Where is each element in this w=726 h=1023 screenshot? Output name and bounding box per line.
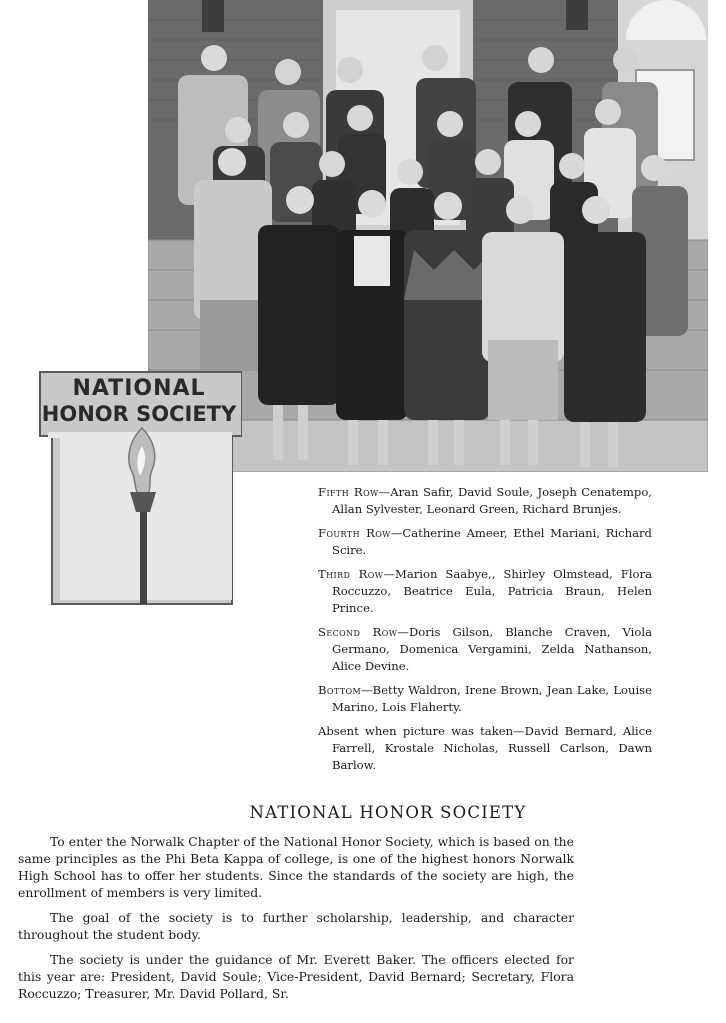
caption-fifth-row <box>318 484 652 518</box>
article-paragraph: To enter the Norwalk Chapter of the National Honor Society, which is based on the same principles as the Phi Beta Kappa of college, is one of the highest honors Norwalk High School has to offer her students. Since the standards of the society are high, the enrollment of members is very limited. <box>18 834 574 900</box>
photo-caption <box>318 484 652 781</box>
row-names: —Catherine Ameer, Ethel Mariani, Richard Scire. <box>332 526 652 557</box>
row-names: —Betty Waldron, Irene Brown, Jean Lake, Louise Marino, Lois Flaherty. <box>332 683 652 714</box>
article-body <box>18 833 574 1010</box>
row-label: Second Row <box>318 625 398 639</box>
caption-second-row <box>318 624 652 675</box>
row-label: Fifth Row <box>318 485 379 499</box>
row-names: —Aran Safir, David Soule, Joseph Cenatempo, Allan Sylvester, Leonard Green, Richard Brunjes. <box>332 485 652 516</box>
row-label: Bottom <box>318 683 362 697</box>
row-names: —Doris Gilson, Blanche Craven, Viola Germano, Domenica Vergamini, Zelda Nathanson, Alice Devine. <box>332 625 652 673</box>
caption-bottom-row <box>318 682 652 716</box>
emblem-title-honor-society: HONOR SOCIETY <box>41 402 237 426</box>
article-title: NATIONAL HONOR SOCIETY <box>249 803 527 822</box>
row-label: Fourth Row <box>318 526 391 540</box>
article-paragraph: The goal of the society is to further scholarship, leadership, and character throughout the student body. <box>18 910 574 942</box>
row-names: —Marion Saabye,, Shirley Olmstead, Flora Roccuzzo, Beatrice Eula, Patricia Braun, Helen Prince. <box>332 567 652 615</box>
article-paragraph: The society is under the guidance of Mr. Everett Baker. The officers elected for this year are: President, David Soule; Vice-President, David Bernard; Secretary, Flora Roccuzzo; Treasurer, Mr. David Pollard, Sr. <box>18 952 574 1001</box>
honor-society-emblem <box>36 368 242 608</box>
caption-fourth-row <box>318 525 652 559</box>
emblem-title-national: NATIONAL <box>72 376 206 401</box>
row-label: Third Row <box>318 567 384 581</box>
caption-third-row <box>318 566 652 617</box>
caption-absent: Absent when picture was taken—David Bernard, Alice Farrell, Krostale Nicholas, Russell Carlson, Dawn Barlow. <box>318 724 652 772</box>
